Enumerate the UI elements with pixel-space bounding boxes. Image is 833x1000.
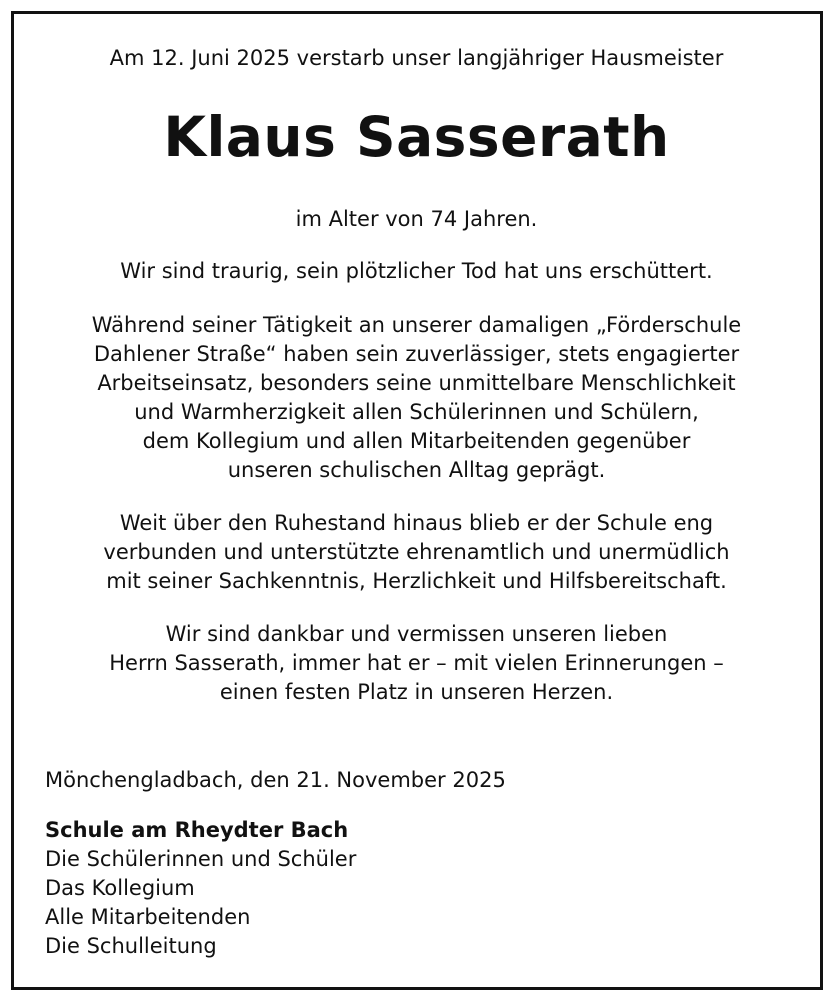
signer-group: Das Kollegium xyxy=(45,876,195,900)
retirement-line: Weit über den Ruhestand hinaus blieb er der Schule eng xyxy=(119,511,714,535)
sadness-text xyxy=(0,257,833,286)
work-line: dem Kollegium und allen Mitarbeitenden gegenüber xyxy=(142,429,691,453)
retirement-line: mit seiner Sachkenntnis, Herzlichkeit und Hilfsbereitschaft. xyxy=(106,569,727,593)
work-line: unseren schulischen Alltag geprägt. xyxy=(227,458,606,482)
gratitude-line: Herrn Sasserath, immer hat er – mit vielen Erinnerungen – xyxy=(109,651,724,675)
deceased-name: Klaus Sasserath xyxy=(163,105,670,169)
gratitude-paragraph xyxy=(0,620,833,707)
work-line: Dahlener Straße“ haben sein zuverlässiger, stets engagierter xyxy=(93,342,740,366)
work-line: Arbeitseinsatz, besonders seine unmittelbare Menschlichkeit xyxy=(97,371,736,395)
retirement-paragraph xyxy=(0,509,833,596)
age-text xyxy=(0,205,833,234)
sadness-line: Wir sind traurig, sein plötzlicher Tod hat uns erschüttert. xyxy=(120,259,713,283)
retirement-line: verbunden und unterstützte ehrenamtlich und unermüdlich xyxy=(103,540,730,564)
place-date: Mönchengladbach, den 21. November 2025 xyxy=(45,768,506,792)
work-line: und Warmherzigkeit allen Schülerinnen und Schülern, xyxy=(134,400,699,424)
gratitude-line: einen festen Platz in unseren Herzen. xyxy=(219,680,614,704)
signers-block xyxy=(45,816,356,961)
age-line: im Alter von 74 Jahren. xyxy=(295,207,538,231)
gratitude-line: Wir sind dankbar und vermissen unseren lieben xyxy=(165,622,668,646)
signer-group: Die Schülerinnen und Schüler xyxy=(45,847,357,871)
signer-group: Alle Mitarbeitenden xyxy=(45,905,251,929)
signer-organization: Schule am Rheydter Bach xyxy=(45,818,349,842)
work-paragraph xyxy=(0,311,833,485)
work-line: Während seiner Tätigkeit an unserer damaligen „Förderschule xyxy=(91,313,742,337)
signer-group: Die Schulleitung xyxy=(45,934,217,958)
intro-text: Am 12. Juni 2025 verstarb unser langjähriger Hausmeister xyxy=(109,46,724,70)
